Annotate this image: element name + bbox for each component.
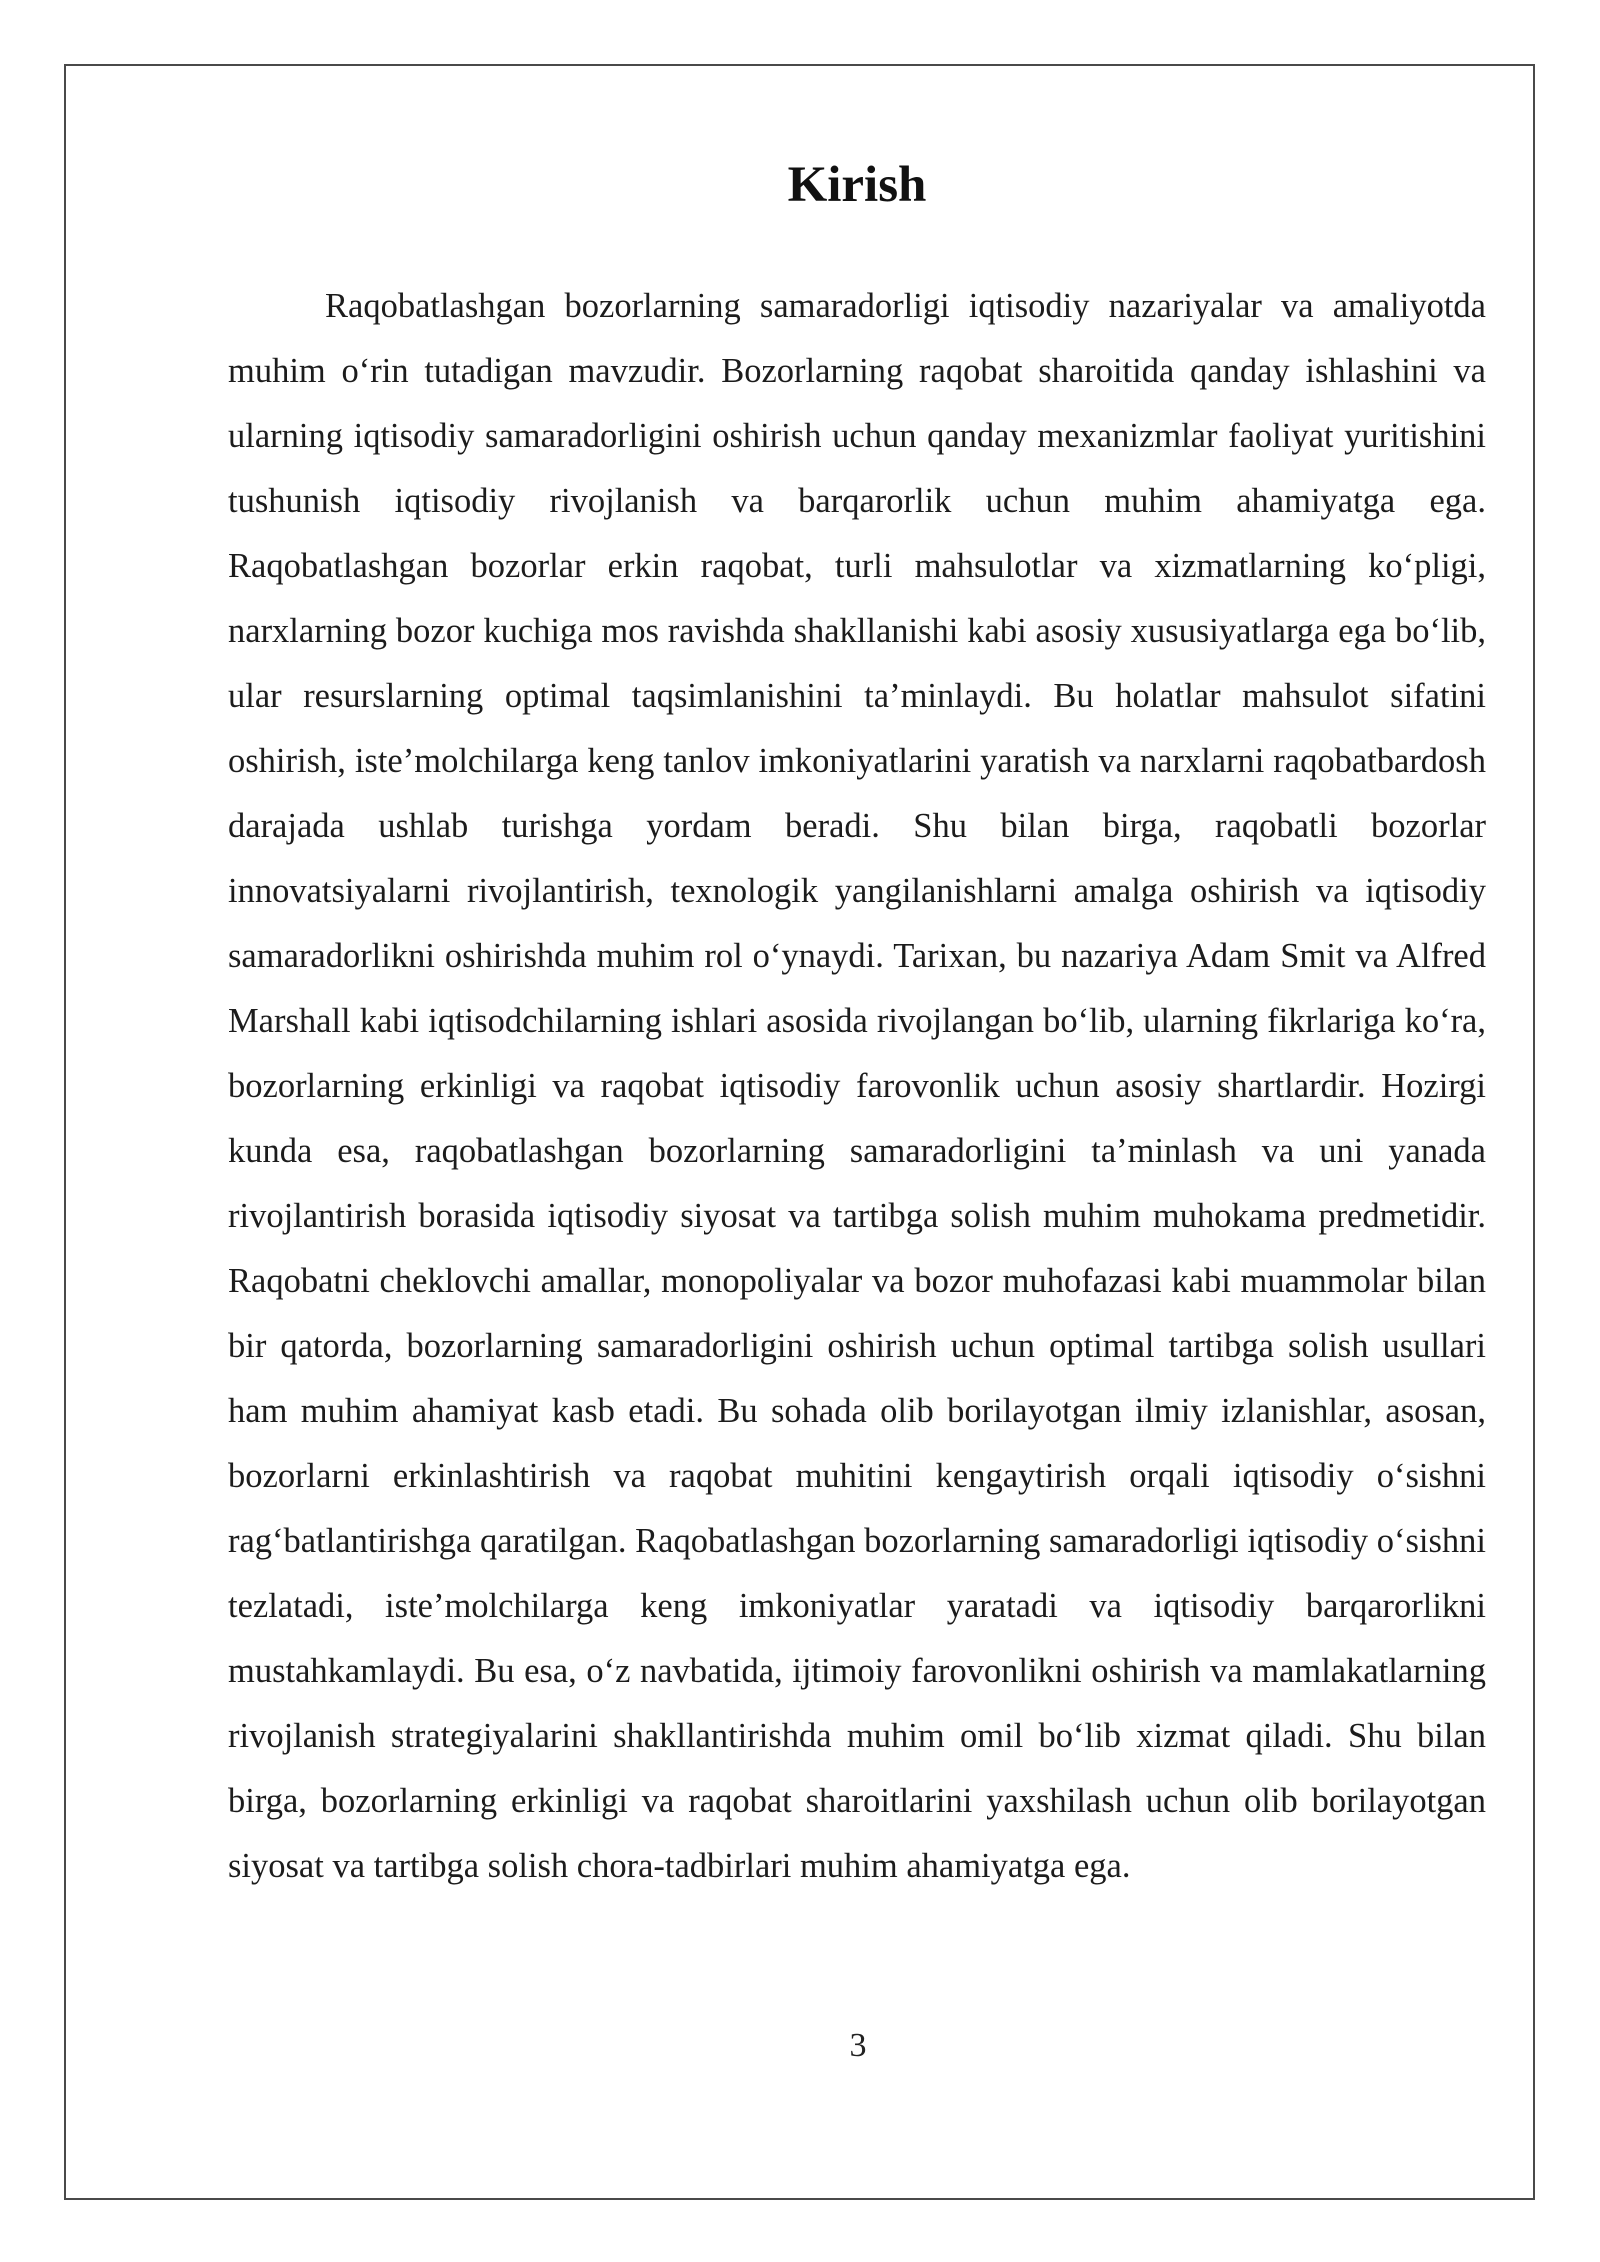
page-number: 3	[849, 2027, 867, 2064]
body-paragraph: Raqobatlashgan bozorlarning samaradorligi iqtisodiy nazariyalar va amaliyotda muhim o‘rin tutadigan mavzudir. Bozorlarning raqobat sharoitida qanday ishlashini va ularning iqtisodiy samaradorligini oshirish uchun qanday mexanizmlar faoliyat yuritishini tushunish iqtisodiy rivojlanish va barqarorlik uchun muhim ahamiyatga ega. Raqobatlashgan bozorlar erkin raqobat, turli mahsulotlar va xizmatlarning ko‘pligi, narxlarning bozor kuchiga mos ravishda shakllanishi kabi asosiy xususiyatlarga ega bo‘lib, ular resurslarning optimal taqsimlanishini ta’minlaydi. Bu holatlar mahsulot sifatini oshirish, iste’molchilarga keng tanlov imkoniyatlarini yaratish va narxlarni raqobatbardosh darajada ushlab turishga yordam beradi. Shu bilan birga, raqobatli bozorlar innovatsiyalarni rivojlantirish, texnologik yangilanishlarni amalga oshirish va iqtisodiy samaradorlikni oshirishda muhim rol o‘ynaydi. Tarixan, bu nazariya Adam Smit va Alfred Marshall kabi iqtisodchilarning ishlari asosida rivojlangan bo‘lib, ularning fikrlariga ko‘ra, bozorlarning erkinligi va raqobat iqtisodiy farovonlik uchun asosiy shartlardir. Hozirgi kunda esa, raqobatlashgan bozorlarning samaradorligini ta’minlash va uni yanada rivojlantirish borasida iqtisodiy siyosat va tartibga solish muhim muhokama predmetidir. Raqobatni cheklovchi amallar, monopoliyalar va bozor muhofazasi kabi muammolar bilan bir qatorda, bozorlarning samaradorligini oshirish uchun optimal tartibga solish usullari ham muhim ahamiyat kasb etadi. Bu sohada olib borilayotgan ilmiy izlanishlar, asosan, bozorlarni erkinlashtirish va raqobat muhitini kengaytirish orqali iqtisodiy o‘sishni rag‘batlantirishga qaratilgan. Raqobatlashgan bozorlarning samaradorligi iqtisodiy o‘sishni tezlatadi, iste’molchilarga keng imkoniyatlar yaratadi va iqtisodiy barqarorlikni mustahkamlaydi. Bu esa, o‘z navbatida, ijtimoiy farovonlikni oshirish va mamlakatlarning rivojlanish strategiyalarini shakllantirishda muhim omil bo‘lib xizmat qiladi. Shu bilan birga, bozorlarning erkinligi va raqobat sharoitlarini yaxshilash uchun olib borilayotgan siyosat va tartibga solish chora-tadbirlari muhim ahamiyatga ega.	[228, 287, 1486, 1885]
page-content	[228, 140, 1486, 1899]
page-title: Kirish	[787, 157, 927, 213]
